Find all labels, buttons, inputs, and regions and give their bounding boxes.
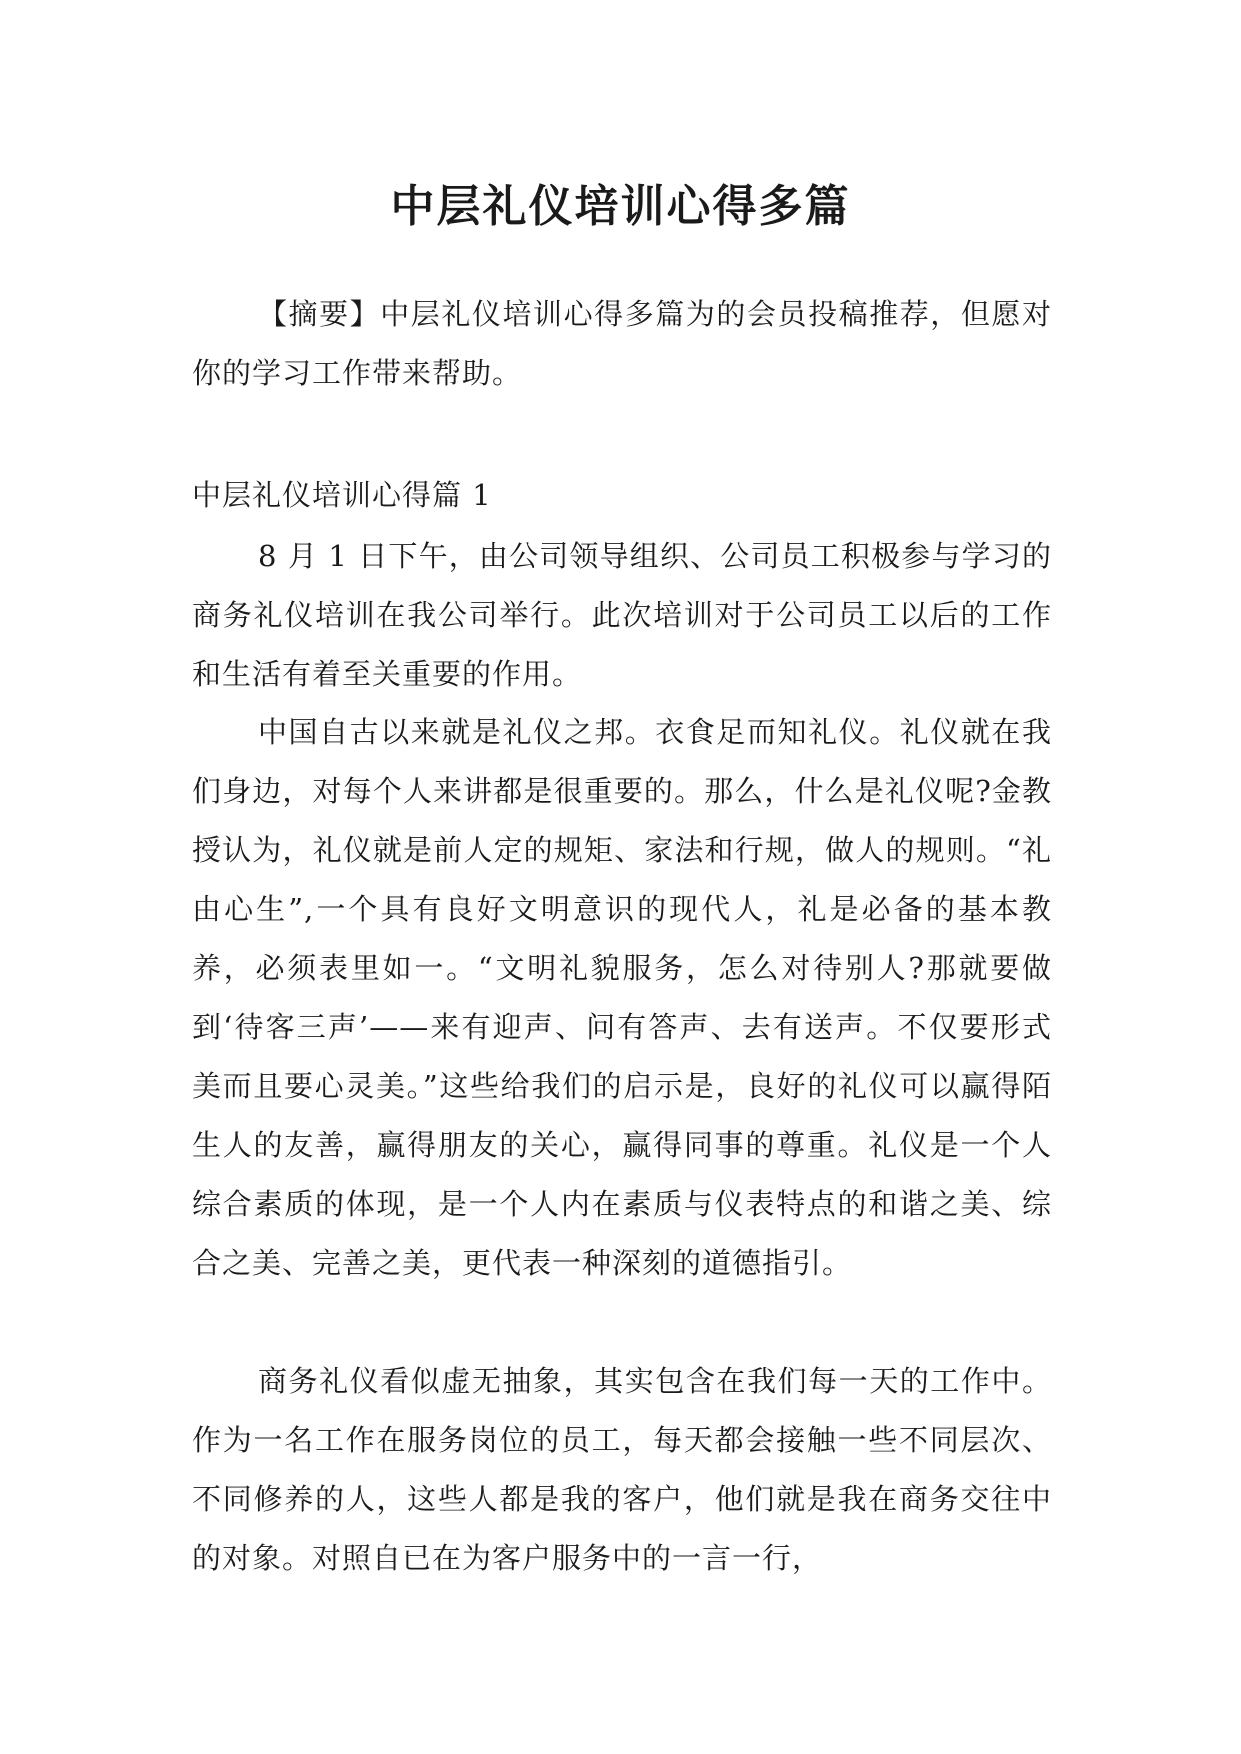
body-paragraph-1: 8 月 1 日下午，由公司领导组织、公司员工积极参与学习的商务礼仪培训在我公司举行。此次培训对于公司员工以后的工作和生活有着至关重要的作用。	[192, 539, 1052, 691]
body-paragraph-2: 中国自古以来就是礼仪之邦。衣食足而知礼仪。礼仪就在我们身边，对每个人来讲都是很重要的。那么，什么是礼仪呢?金教授认为，礼仪就是前人定的规矩、家法和行规，做人的规则。“礼由心生”,一个具有良好文明意识的现代人，礼是必备的基本教养，必须表里如一。“文明礼貌服务，怎么对待别人?那就要做到‘待客三声’——来有迎声、问有答声、去有送声。不仅要形式美而且要心灵美。”这些给我们的启示是，良好的礼仪可以赢得陌生人的友善，赢得朋友的关心，赢得同事的尊重。礼仪是一个人综合素质的体现，是一个人内在素质与仪表特点的和谐之美、综合之美、完善之美，更代表一种深刻的道德指引。	[192, 715, 1052, 1280]
abstract-paragraph: 【摘要】中层礼仪培训心得多篇为的会员投稿推荐，但愿对你的学习工作带来帮助。	[192, 297, 1052, 390]
section-heading: 中层礼仪培训心得篇 1	[192, 478, 492, 512]
body-paragraph-3: 商务礼仪看似虚无抽象，其实包含在我们每一天的工作中。作为一名工作在服务岗位的员工，每天都会接触一些不同层次、不同修养的人，这些人都是我的客户，他们就是我在商务交往中的对象。对照自已在为客户服务中的一言一行，	[192, 1364, 1052, 1575]
document-title: 中层礼仪培训心得多篇	[390, 181, 851, 233]
